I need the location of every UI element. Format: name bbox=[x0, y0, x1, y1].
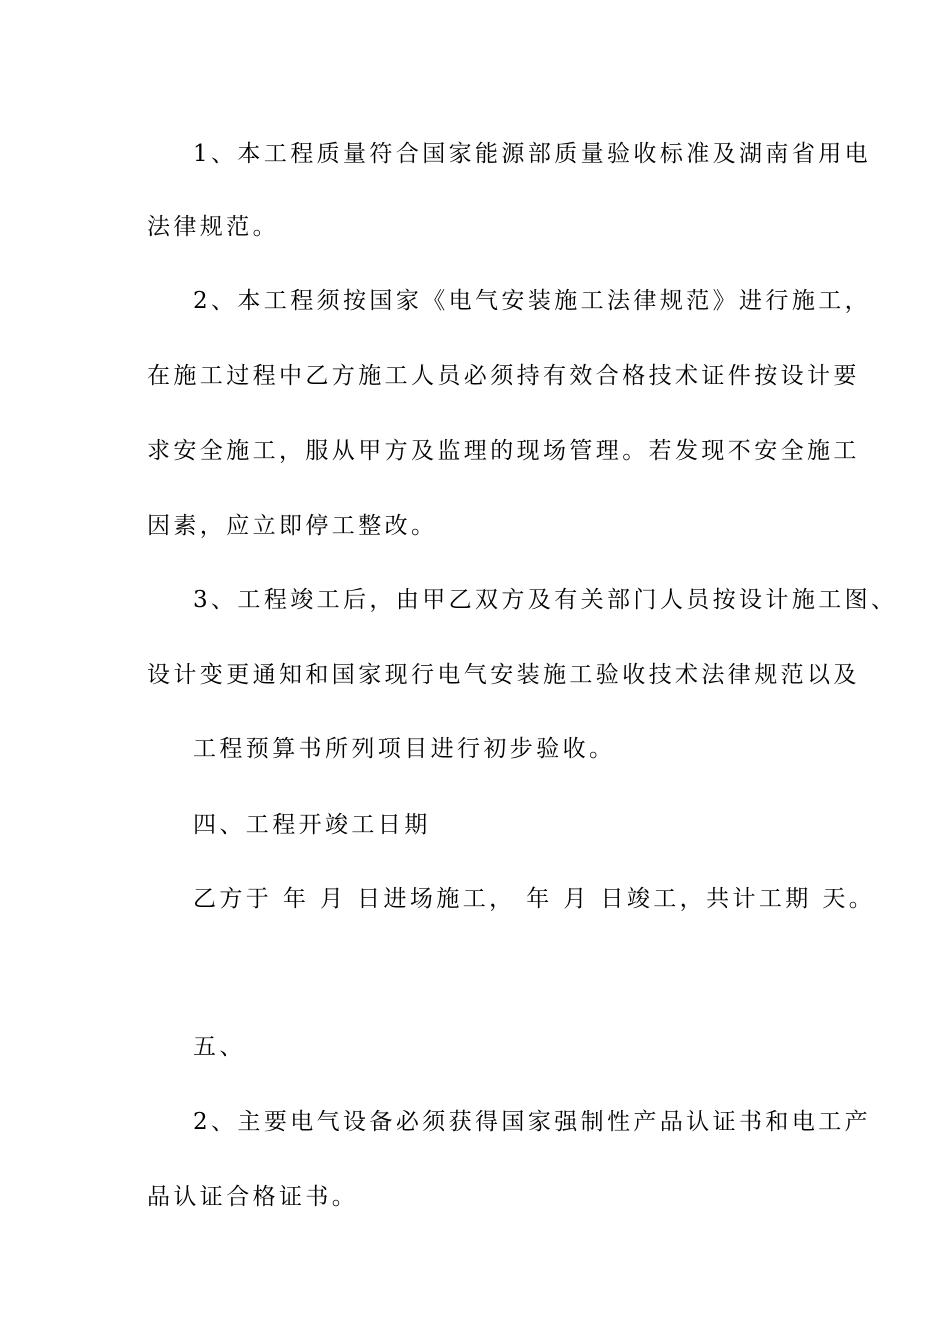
schedule-line: 乙方于 年 月 日进场施工， 年 月 日竣工，共计工期 天。 bbox=[193, 886, 876, 912]
paragraph-2-line-1: 2、本工程须按国家《电气安装施工法律规范》进行施工， bbox=[193, 288, 872, 314]
paragraph-1-line-2: 法律规范。 bbox=[147, 214, 279, 240]
paragraph-3-line-2: 设计变更通知和国家现行电气安装施工验收技术法律规范以及 bbox=[147, 662, 860, 688]
paragraph-5-line-2: 品认证合格证书。 bbox=[147, 1184, 359, 1210]
paragraph-2-line-4: 因素，应立即停工整改。 bbox=[147, 513, 438, 539]
section-heading-4: 四、工程开竣工日期 bbox=[193, 812, 431, 838]
section-heading-5: 五、 bbox=[193, 1034, 246, 1060]
paragraph-1-line-1: 1、本工程质量符合国家能源部质量验收标准及湖南省用电 bbox=[193, 141, 872, 167]
paragraph-2-line-3: 求安全施工，服从甲方及监理的现场管理。若发现不安全施工 bbox=[147, 438, 860, 464]
paragraph-2-line-2: 在施工过程中乙方施工人员必须持有效合格技术证件按设计要 bbox=[147, 363, 860, 389]
paragraph-3-line-3: 工程预算书所列项目进行初步验收。 bbox=[193, 736, 616, 762]
paragraph-5-line-1: 2、主要电气设备必须获得国家强制性产品认证书和电工产 bbox=[193, 1109, 872, 1135]
paragraph-3-line-1: 3、工程竣工后，由甲乙双方及有关部门人员按设计施工图、 bbox=[193, 587, 898, 613]
